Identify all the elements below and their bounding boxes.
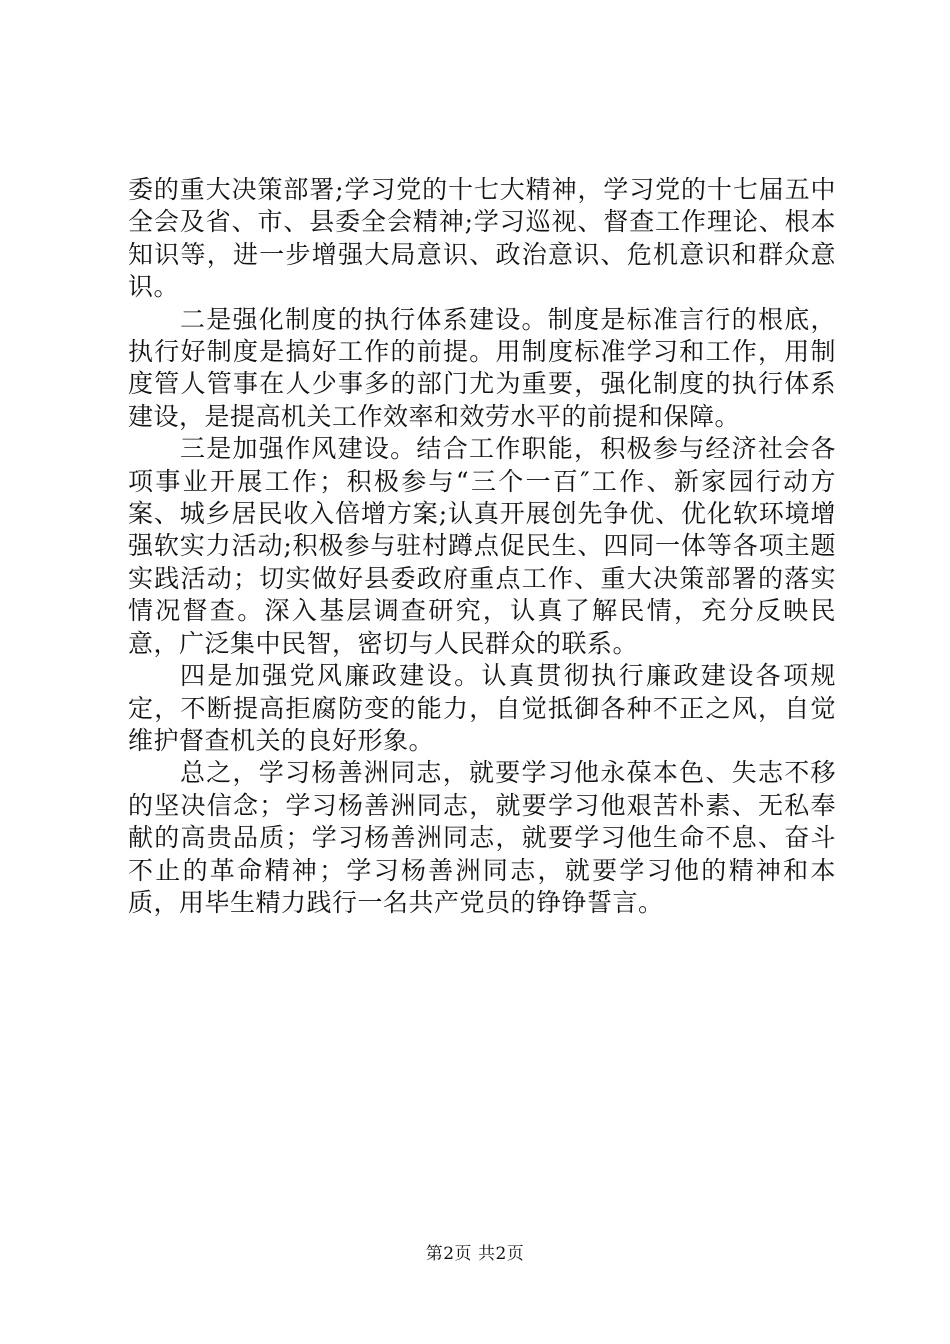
paragraph-conclusion: 总之，学习杨善洲同志，就要学习他永葆本色、失志不移的坚决信念；学习杨善洲同志，就要学习他艰苦朴素、无私奉献的高贵品质；学习杨善洲同志，就要学习他生命不息、奋斗不止的革命精神；学习杨善洲同志，就要学习他的精神和本质，用毕生精力践行一名共产党员的铮铮誓言。 [128, 758, 836, 917]
paragraph-continuation: 委的重大决策部署;学习党的十七大精神，学习党的十七届五中全会及省、市、县委全会精神;学习巡视、督查工作理论、根本知识等，进一步增强大局意识、政治意识、危机意识和群众意识。 [128, 175, 836, 302]
document-body [128, 174, 836, 919]
paragraph-integrity: 四是加强党风廉政建设。认真贯彻执行廉政建设各项规定，不断提高拒腐防变的能力，自觉抵御各种不正之风，自觉维护督查机关的良好形象。 [128, 661, 836, 755]
page-footer: 第2页 共2页 [425, 1244, 525, 1264]
paragraph-work-style: 三是加强作风建设。结合工作职能，积极参与经济社会各项事业开展工作；积极参与“三个一百″工作、新家园行动方案、城乡居民收入倍增方案;认真开展创先争优、优化软环境增强软实力活动;积极参与驻村蹲点促民生、四同一体等各项主题实践活动；切实做好县委政府重点工作、重大决策部署的落实情况督查。深入基层调查研究，认真了解民情，充分反映民意，广泛集中民智，密切与人民群众的联系。 [128, 434, 836, 658]
paragraph-system-building: 二是强化制度的执行体系建设。制度是标准言行的根底，执行好制度是搞好工作的前提。用制度标准学习和工作，用制度管人管事在人少事多的部门尤为重要，强化制度的执行体系建设，是提高机关工作效率和效劳水平的前提和保障。 [128, 304, 836, 431]
